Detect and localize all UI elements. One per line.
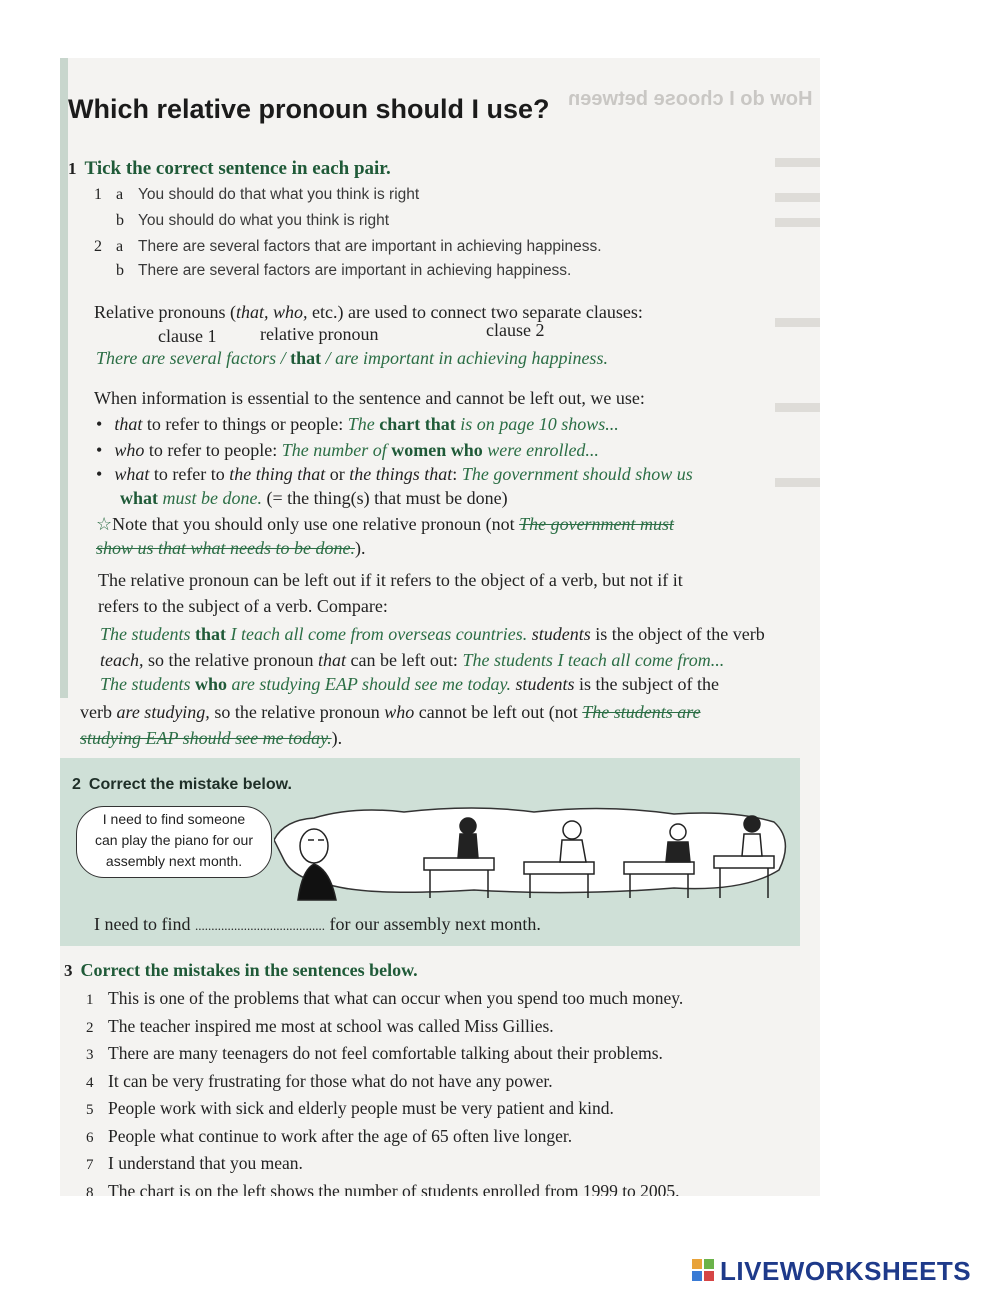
exercise-number: 1 [68, 159, 77, 178]
clause-example: There are several factors / that / are important in achieving happiness. [96, 348, 608, 368]
item-letter: b [116, 212, 124, 229]
compare-line-1: The students that I teach all come from overseas countries. students is the object of the verb [100, 624, 765, 644]
compare-line-5: studying EAP should see me today.). [80, 728, 343, 748]
tick-sentence-item[interactable] [94, 186, 419, 204]
worksheet-page [60, 58, 820, 1196]
item-number: 2 [86, 1019, 94, 1036]
bullet-what-cont: what must be done. (= the thing(s) that must be done) [120, 488, 508, 508]
correction-item [86, 1043, 663, 1064]
bullet-who: • who to refer to people: The number of women who were enrolled... [96, 440, 599, 460]
item-text: This is one of the problems that what can occur when you spend too much money. [108, 988, 684, 1008]
left-bar [60, 58, 68, 698]
exercise-1-heading [68, 158, 391, 180]
item-letter: a [116, 238, 124, 255]
page-title: Which relative pronoun should I use? [68, 94, 550, 124]
item-text: It can be very frustrating for those what do not have any power. [108, 1070, 553, 1091]
bleed-line [775, 403, 820, 412]
tick-sentence-item[interactable] [94, 262, 571, 280]
liveworksheets-brand: LIVEWORKSHEETS [720, 1256, 972, 1286]
bleed-line [775, 158, 820, 167]
item-text: You should do what you think is right [138, 212, 390, 229]
item-number: 6 [86, 1129, 94, 1146]
relative-pronoun-label: relative pronoun [260, 324, 379, 344]
item-number: 7 [86, 1157, 94, 1173]
item-text: I understand that you mean. [108, 1153, 303, 1173]
item-number: 4 [86, 1074, 94, 1091]
item-text: The chart is on the left shows the number of students enrolled from 1999 to 2005. [108, 1180, 680, 1196]
item-text: There are several factors that are important in achieving happiness. [138, 238, 602, 255]
clause-1-label: clause 1 [158, 326, 217, 346]
correction-item [86, 1126, 572, 1147]
item-text: People what continue to work after the age of 65 often live longer. [108, 1125, 573, 1146]
compare-line-3: The students who are studying EAP should see me today. students is the subject of the [100, 674, 719, 694]
bleed-line [775, 193, 820, 202]
compare-line-4: verb are studying, so the relative pronoun who cannot be left out (not The students are [80, 702, 701, 722]
item-number: 2 [94, 238, 102, 255]
compare-line-2: teach, so the relative pronoun that can be left out: The students I teach all come from... [100, 650, 725, 670]
item-number: 5 [86, 1102, 94, 1118]
correction-item [86, 1181, 680, 1197]
answer-blank[interactable]: ........................................ [194, 918, 325, 933]
correction-item [86, 1153, 303, 1174]
exercise-3-heading: 3 Correct the mistakes in the sentences below. [64, 960, 418, 980]
note-line-2: show us that what needs to be done.). [96, 538, 366, 558]
item-letter: b [116, 262, 124, 279]
item-text: People work with sick and elderly people must be very patient and kind. [108, 1098, 614, 1118]
item-letter: a [116, 186, 124, 203]
bullet-what: • what to refer to the thing that or the things that: The government should show us [96, 464, 693, 484]
left-out-text-2: refers to the subject of a verb. Compare: [98, 596, 388, 616]
item-text: You should do that what you think is right [138, 186, 420, 203]
item-number: 1 [86, 992, 94, 1008]
note-line: ☆Note that you should only use one relative pronoun (not The government must [96, 514, 675, 534]
liveworksheets-logo-icon [692, 1259, 716, 1283]
correction-item [86, 1098, 614, 1119]
explanation-intro: Relative pronouns (that, who, etc.) are used to connect two separate clauses: [94, 302, 643, 322]
bullet-that: • that to refer to things or people: The chart that is on page 10 shows... [96, 414, 619, 434]
bleed-line [775, 318, 820, 327]
exercise-2-heading: 2 Correct the mistake below. [72, 776, 292, 793]
item-text: There are several factors are important in achieving happiness. [138, 262, 572, 279]
item-text: There are many teenagers do not feel comfortable talking about their problems. [108, 1043, 663, 1063]
item-number: 8 [86, 1184, 94, 1196]
exercise-heading-text: Tick the correct sentence in each pair. [84, 158, 391, 179]
essential-info-text: When information is essential to the sentence and cannot be left out, we use: [94, 388, 645, 408]
clause-2-label: clause 2 [486, 320, 545, 340]
bleed-line [775, 218, 820, 227]
item-number: 1 [94, 186, 102, 203]
tick-sentence-item[interactable] [94, 238, 602, 256]
classroom-cartoon [274, 800, 794, 906]
correction-item [86, 988, 683, 1009]
exercise-2-answer: I need to find ........................................ for our assembly next month. [94, 914, 541, 934]
item-number: 3 [86, 1047, 94, 1063]
bleed-line [775, 478, 820, 487]
speech-bubble: I need to find someone can play the piano for our assembly next month. [76, 806, 272, 878]
correction-item [86, 1071, 553, 1092]
bleed-through-heading: How do I choose between [567, 88, 812, 110]
star-icon: ☆ [96, 514, 113, 534]
item-text: The teacher inspired me most at school was called Miss Gillies. [108, 1015, 554, 1036]
left-out-text-1: The relative pronoun can be left out if it refers to the object of a verb, but not if it [98, 570, 683, 590]
tick-sentence-item[interactable] [94, 212, 389, 230]
correction-item [86, 1016, 554, 1037]
